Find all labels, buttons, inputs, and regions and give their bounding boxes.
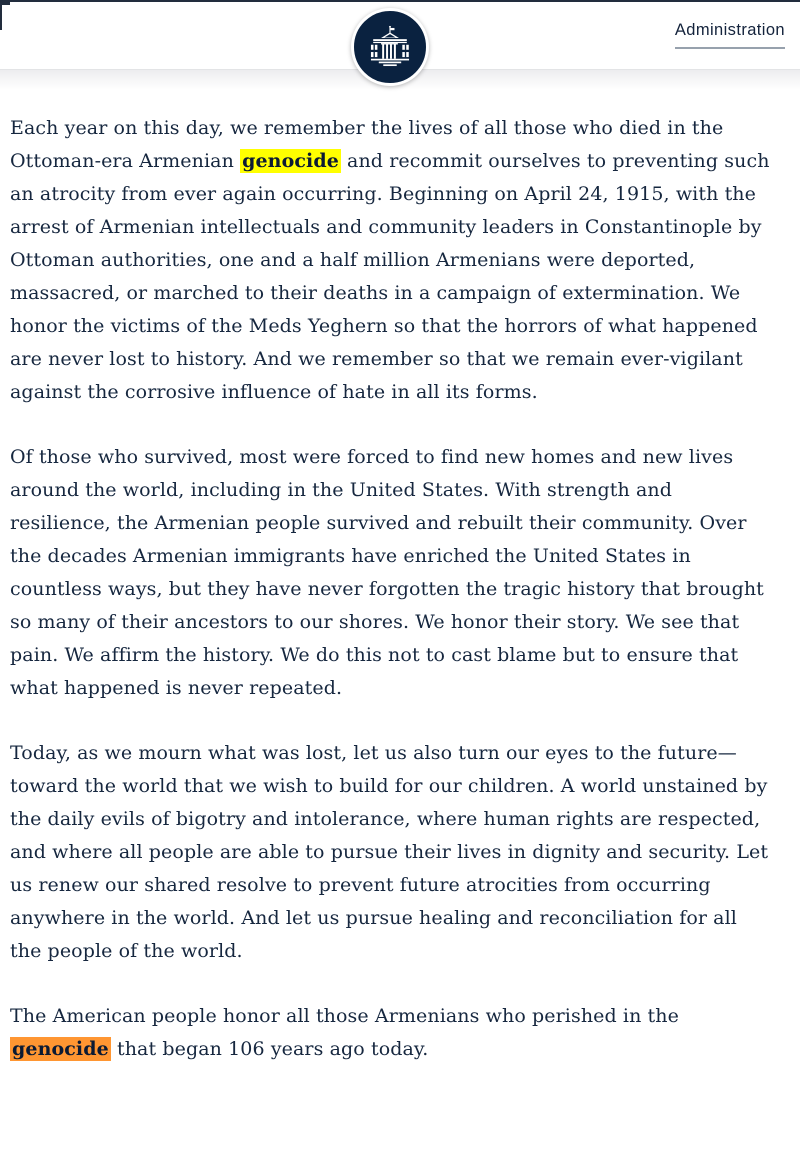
- article-body: [0, 90, 800, 1066]
- article-paragraph: Each year on this day, we remember the lives of all those who died in the Ottoman-era Armenian genocide and recommit ourselves to preventing such an atrocity from ever again occurring. Beginning on April 24, 1915, with the arrest of Armenian intellectuals and community leaders in Constantinople by Ottoman authorities, one and a half million Armenians were deported, massacred, or marched to their deaths in a campaign of extermination. We honor the victims of the Meds Yeghern so that the horrors of what happened are never lost to history. And we remember so that we remain ever-vigilant against the corrosive influence of hate in all its forms.: [10, 117, 770, 403]
- white-house-logo[interactable]: [351, 8, 429, 86]
- article-paragraph: Today, as we mourn what was lost, let us also turn our eyes to the future—toward the world that we wish to build for our children. A world unstained by the daily evils of bigotry and intolerance, where human rights are respected, and where all people are able to pursue their lives in dignity and security. Let us renew our shared resolve to prevent future atrocities from occurring anywhere in the world. And let us pursue healing and reconciliation for all the people of the world.: [10, 742, 769, 962]
- white-house-icon: [362, 19, 418, 75]
- article-paragraph: The American people honor all those Armenians who perished in the genocide that began 106 years ago today.: [10, 1005, 679, 1060]
- statement-text: [10, 112, 770, 1066]
- find-match-highlight-orange: genocide: [12, 1038, 109, 1060]
- find-match-highlight-yellow: genocide: [242, 150, 339, 172]
- nav-link-administration[interactable]: Administration: [675, 21, 785, 49]
- site-header: [0, 0, 800, 70]
- window-top-border: [0, 0, 800, 2]
- window-left-edge-mark: [0, 0, 2, 30]
- article-paragraph: Of those who survived, most were forced to find new homes and new lives around the world, including in the United States. With strength and resilience, the Armenian people survived and rebuilt their community. Over the decades Armenian immigrants have enriched the United States in countless ways, but they have never forgotten the tragic history that brought so many of their ancestors to our shores. We honor their story. We see that pain. We affirm the history. We do this not to cast blame but to ensure that what happened is never repeated.: [10, 446, 764, 699]
